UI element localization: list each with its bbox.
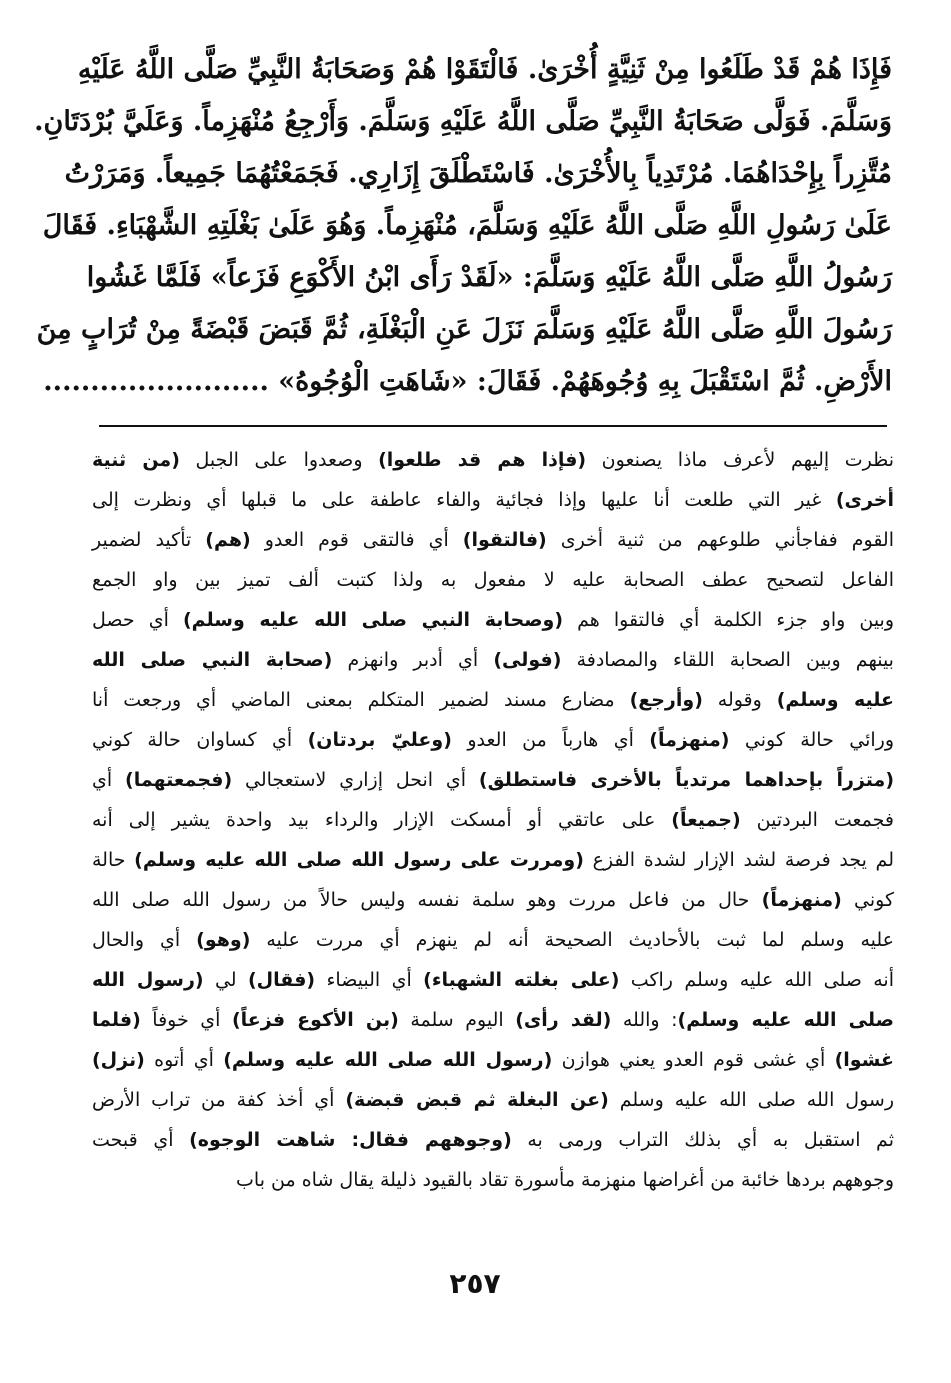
note-line-4: الفاعل لتصحيح عطف الصحابة عليه لا مفعول به ولذا كتبت ألف تميز بين واو الجمع xyxy=(92,569,894,591)
note-line-5: وبين واو جزء الكلمة أي فالتقوا هم (وصحابة النبي صلى الله عليه وسلم) أي حصل xyxy=(92,609,895,631)
note-line-16: غشوا) أي غشى قوم العدو يعني هوازن (رسول الله صلى الله عليه وسلم) أي أتوه (نزل) xyxy=(92,1049,894,1071)
note-line-11: لم يجد فرصة لشد الإزار لشدة الفزع (ومررت على رسول الله صلى الله عليه وسلم) حالة xyxy=(92,849,894,871)
note-line-8: ورائي حالة كوني (منهزماً) أي هارباً من العدو (وعليّ بردتان) أي كساوان حالة كوني xyxy=(92,729,894,751)
main-line-1: فَإِذَا هُمْ قَدْ طَلَعُوا مِنْ ثَنِيَّةٍ أُخْرَىٰ. فَالْتَقَوْا هُمْ وَصَحَابَةُ النَّبِيِّ صَلَّى اللَّهُ عَلَيْهِ xyxy=(77,54,892,85)
main-line-6: رَسُولَ اللَّهِ صَلَّى اللَّهُ عَلَيْهِ وَسَلَّمَ نَزَلَ عَنِ الْبَغْلَةِ، ثُمَّ قَبَضَ قَبْضَةً مِنْ تُرَابٍ مِنَ xyxy=(36,314,892,345)
note-line-18: ثم استقبل به أي بذلك التراب ورمى به (وجوههم فقال: شاهت الوجوه) أي قبحت xyxy=(92,1129,894,1151)
note-line-7: عليه وسلم) وقوله (وأرجع) مضارع مسند لضمير المتكلم بمعنى الماضي أي ورجعت أنا xyxy=(92,689,894,711)
hadith-text xyxy=(34,44,892,406)
main-line-4: عَلَىٰ رَسُولِ اللَّهِ صَلَّى اللَّهُ عَلَيْهِ وَسَلَّمَ، مُنْهَزِماً. وَهُوَ عَلَىٰ بَغْلَتِهِ الشَّهْبَاءِ. فَقَالَ xyxy=(42,210,892,241)
note-line-2: أخرى) غير التي طلعت أنا عليها وإذا فجائية والفاء عاطفة على ما قبلها أي ونظرت إلى xyxy=(92,489,894,511)
note-line-19: وجوههم بردها خائبة من أغراضها منهزمة مأسورة تقاد بالقيود ذليلة يقال شاه من باب xyxy=(236,1169,894,1191)
note-line-17: رسول الله صلى الله عليه وسلم (عن البغلة ثم قبض قبضة) أي أخذ كفة من تراب الأرض xyxy=(92,1089,894,1111)
ellipsis-dots: ........................ xyxy=(43,366,279,397)
note-line-10: فجمعت البردتين (جميعاً) على عاتقي أو أمسكت الإزار والرداء بيد واحدة يشير إلى أنه xyxy=(92,809,894,831)
note-line-3: القوم ففاجأني طلوعهم من ثنية أخرى (فالتقوا) أي فالتقى قوم العدو (هم) تأكيد لضمير xyxy=(92,529,895,551)
note-line-6: بينهم وبين الصحابة اللقاء والمصادفة (فولى) أي أدبر وانهزم (صحابة النبي صلى الله xyxy=(92,649,894,671)
note-line-1: نظرت إليهم لأعرف ماذا يصنعون (فإذا هم قد طلعوا) وصعدوا على الجبل (من ثنية xyxy=(92,449,894,471)
main-line-2: وَسَلَّمَ. فَوَلَّى صَحَابَةُ النَّبِيِّ صَلَّى اللَّهُ عَلَيْهِ وَسَلَّمَ. وَأَرْجِعُ مُنْهَزِماً. وَعَلَيَّ بُرْدَتَانِ. xyxy=(34,106,892,137)
main-line-3: مُتَّزِراً بِإِحْدَاهُمَا. مُرْتَدِياً بِالأُخْرَىٰ. فَاسْتَطْلَقَ إِزَارِي. فَجَمَعْتُهُمَا جَمِيعاً. وَمَرَرْتُ xyxy=(64,158,892,189)
prophet-quote: «لَقَدْ رَأَى ابْنُ الأَكْوَعِ فَزَعاً» xyxy=(210,262,514,293)
main-line-5-part-1: رَسُولُ اللَّهِ صَلَّى اللَّهُ عَلَيْهِ وَسَلَّمَ: xyxy=(513,262,892,293)
commentary xyxy=(92,440,894,1260)
main-line-5-part-3: فَلَمَّا غَشُوا xyxy=(86,262,211,293)
main-line-7 xyxy=(43,356,892,408)
note-line-9: (متزراً بإحداهما مرتدياً بالأخرى فاستطلق) أي انحل إزاري لاستعجالي (فجمعتهما) أي xyxy=(92,769,894,791)
prophet-quote-2: «شَاهَتِ الْوُجُوهُ» xyxy=(278,366,468,397)
page-number: ٢٥٧ xyxy=(449,1267,501,1300)
note-line-14: أنه صلى الله عليه وسلم راكب (على بغلته الشهباء) أي البيضاء (فقال) لي (رسول الله xyxy=(92,969,894,991)
note-line-12: كوني (منهزماً) حال من فاعل مررت وهو سلمة نفسه وليس حالاً من رسول الله صلى الله xyxy=(92,889,894,911)
main-line-7-part-1: الأَرْضِ. ثُمَّ اسْتَقْبَلَ بِهِ وُجُوهَهُمْ. فَقَالَ: xyxy=(467,366,892,397)
note-line-13: عليه وسلم لما ثبت بالأحاديث الصحيحة أنه لم ينهزم أي مررت عليه (وهو) أي والحال xyxy=(92,929,894,951)
main-line-5 xyxy=(86,252,892,304)
footnote-divider xyxy=(99,425,887,427)
note-line-15: صلى الله عليه وسلم): والله (لقد رأى) اليوم سلمة (بن الأكوع فزعاً) أي خوفاً (فلما xyxy=(92,1009,894,1031)
